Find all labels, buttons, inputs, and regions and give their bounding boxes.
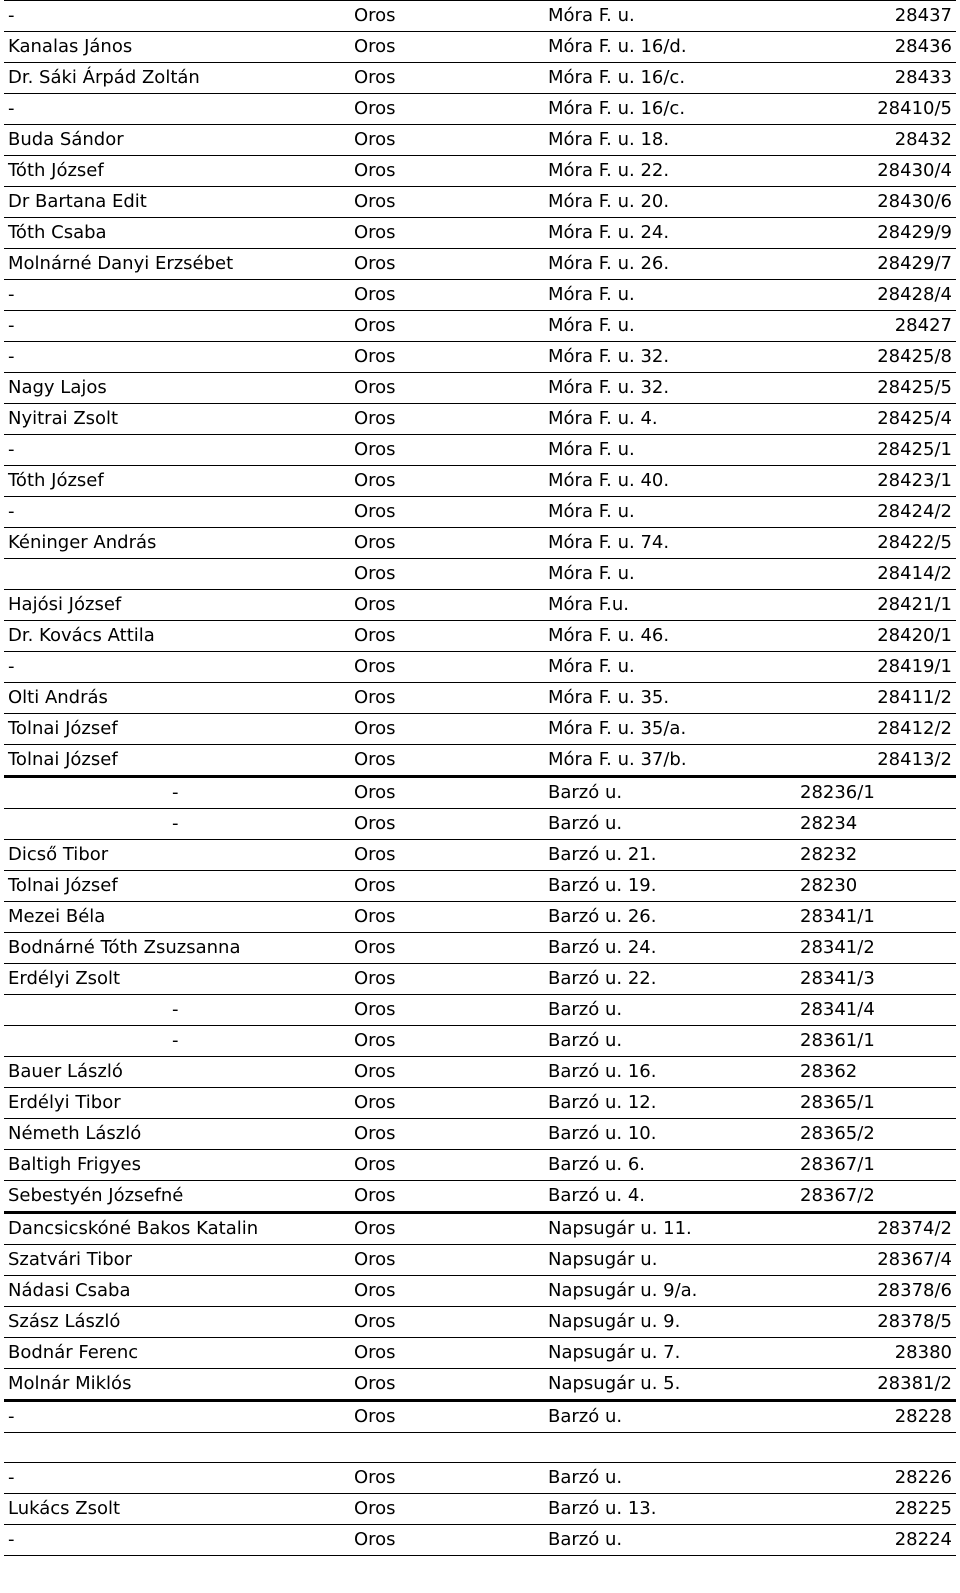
table-row [4,1338,956,1369]
cell-name[interactable]: Baltigh Frigyes [4,1150,350,1181]
cell-name[interactable]: Bauer László [4,1057,350,1088]
cell-street[interactable]: Barzó u. 19. [544,871,796,902]
cell-plot[interactable]: 28410/5 [796,94,956,125]
cell-plot[interactable]: 28419/1 [796,652,956,683]
cell-name[interactable] [4,1433,350,1463]
cell-plot[interactable]: 28365/1 [796,1088,956,1119]
cell-street[interactable]: Barzó u. 22. [544,964,796,995]
cell-name[interactable]: - [4,995,350,1026]
cell-street[interactable]: Móra F. u. 16/c. [544,94,796,125]
cell-plot[interactable]: 28341/1 [796,902,956,933]
table-row [4,404,956,435]
cell-street[interactable]: Barzó u. [544,1463,796,1494]
cell-plot[interactable]: 28437 [796,1,956,32]
cell-plot[interactable]: 28425/5 [796,373,956,404]
cell-city[interactable]: Oros [350,1525,544,1556]
cell-street[interactable]: Móra F. u. 18. [544,125,796,156]
table-row [4,840,956,871]
cell-city[interactable]: Oros [350,840,544,871]
cell-plot[interactable]: 28341/3 [796,964,956,995]
cell-plot[interactable]: 28224 [796,1525,956,1556]
cell-name[interactable]: Molnár Miklós [4,1369,350,1401]
cell-name[interactable]: Kéninger András [4,528,350,559]
cell-city[interactable]: Oros [350,871,544,902]
cell-street[interactable]: Barzó u. [544,1026,796,1057]
cell-name[interactable]: Mezei Béla [4,902,350,933]
cell-name[interactable]: Dicső Tibor [4,840,350,871]
table-row [4,435,956,466]
cell-street[interactable]: Móra F. u. [544,1,796,32]
cell-plot[interactable]: 28413/2 [796,745,956,777]
cell-plot[interactable]: 28427 [796,311,956,342]
table-row [4,1276,956,1307]
cell-name[interactable]: Németh László [4,1119,350,1150]
cell-name[interactable]: Nyitrai Zsolt [4,404,350,435]
table-row [4,311,956,342]
cell-street[interactable]: Móra F. u. [544,435,796,466]
cell-city[interactable]: Oros [350,94,544,125]
cell-plot[interactable]: 28341/4 [796,995,956,1026]
table-row [4,1245,956,1276]
spreadsheet [4,0,956,1556]
cell-name[interactable]: - [4,342,350,373]
table-body [4,1,956,1556]
table-row [4,125,956,156]
table-row [4,32,956,63]
cell-street[interactable]: Barzó u. 13. [544,1494,796,1525]
cell-city[interactable]: Oros [350,745,544,777]
cell-name[interactable]: Tolnai József [4,871,350,902]
cell-city[interactable]: Oros [350,714,544,745]
table-row [4,683,956,714]
cell-city[interactable]: Oros [350,528,544,559]
cell-name[interactable]: Kanalas János [4,32,350,63]
cell-plot[interactable]: 28430/6 [796,187,956,218]
table-row [4,63,956,94]
cell-name[interactable]: Sebestyén Józsefné [4,1181,350,1213]
cell-name[interactable]: Dr. Kovács Attila [4,621,350,652]
cell-city[interactable]: Oros [350,435,544,466]
cell-street[interactable]: Barzó u. [544,1525,796,1556]
cell-city[interactable]: Oros [350,32,544,63]
cell-street[interactable]: Móra F. u. 24. [544,218,796,249]
cell-street[interactable]: Barzó u. 24. [544,933,796,964]
cell-city[interactable]: Oros [350,590,544,621]
table-row [4,466,956,497]
cell-street[interactable]: Móra F. u. 35/a. [544,714,796,745]
cell-city[interactable]: Oros [350,995,544,1026]
cell-plot[interactable]: 28424/2 [796,497,956,528]
table-row [4,1026,956,1057]
cell-name[interactable]: - [4,497,350,528]
table-row [4,1057,956,1088]
table-row [4,1150,956,1181]
table-row [4,1088,956,1119]
cell-name[interactable]: - [4,280,350,311]
table-row [4,249,956,280]
cell-city[interactable]: Oros [350,652,544,683]
cell-street[interactable]: Móra F. u. [544,497,796,528]
cell-street[interactable]: Barzó u. 10. [544,1119,796,1150]
cell-city[interactable]: Oros [350,933,544,964]
cell-street[interactable]: Móra F. u. 35. [544,683,796,714]
cell-plot[interactable]: 28367/1 [796,1150,956,1181]
cell-street[interactable]: Móra F. u. 40. [544,466,796,497]
cell-city[interactable]: Oros [350,1213,544,1245]
table-row [4,1525,956,1556]
cell-name[interactable] [4,559,350,590]
table-row [4,809,956,840]
cell-plot[interactable]: 28226 [796,1463,956,1494]
cell-plot[interactable]: 28420/1 [796,621,956,652]
cell-plot[interactable]: 28421/1 [796,590,956,621]
table-row [4,933,956,964]
cell-city[interactable]: Oros [350,1463,544,1494]
table-row [4,1494,956,1525]
cell-name[interactable]: - [4,1026,350,1057]
cell-street[interactable]: Napsugár u. 5. [544,1369,796,1401]
cell-street[interactable]: Barzó u. 26. [544,902,796,933]
cell-city[interactable]: Oros [350,1369,544,1401]
cell-city[interactable]: Oros [350,902,544,933]
cell-city[interactable]: Oros [350,156,544,187]
table-row [4,187,956,218]
cell-plot[interactable]: 28378/5 [796,1307,956,1338]
cell-name[interactable]: Bodnár Ferenc [4,1338,350,1369]
cell-city[interactable]: Oros [350,1088,544,1119]
cell-name[interactable]: - [4,1,350,32]
cell-street[interactable]: Móra F. u. 46. [544,621,796,652]
table-row [4,1401,956,1433]
cell-plot[interactable] [796,1433,956,1463]
table-row [4,1463,956,1494]
cell-city[interactable]: Oros [350,1401,544,1433]
cell-plot[interactable]: 28428/4 [796,280,956,311]
cell-city[interactable]: Oros [350,218,544,249]
cell-name[interactable]: Erdélyi Zsolt [4,964,350,995]
cell-city[interactable]: Oros [350,559,544,590]
table-row [4,528,956,559]
cell-street[interactable]: Barzó u. [544,1401,796,1433]
cell-name[interactable]: Szász László [4,1307,350,1338]
table-row [4,621,956,652]
table-row [4,745,956,777]
cell-street[interactable]: Móra F. u. 16/c. [544,63,796,94]
cell-plot[interactable]: 28425/8 [796,342,956,373]
table-row [4,777,956,809]
table-row [4,559,956,590]
cell-street[interactable]: Barzó u. [544,809,796,840]
cell-plot[interactable]: 28374/2 [796,1213,956,1245]
cell-plot[interactable]: 28381/2 [796,1369,956,1401]
cell-street[interactable]: Móra F. u. 22. [544,156,796,187]
cell-city[interactable]: Oros [350,404,544,435]
owner-table [4,0,956,1556]
cell-street[interactable]: Móra F. u. 16/d. [544,32,796,63]
cell-plot[interactable]: 28362 [796,1057,956,1088]
cell-city[interactable]: Oros [350,249,544,280]
cell-name[interactable]: Nádasi Csaba [4,1276,350,1307]
cell-city[interactable]: Oros [350,621,544,652]
cell-plot[interactable]: 28425/1 [796,435,956,466]
table-row [4,342,956,373]
cell-plot[interactable]: 28430/4 [796,156,956,187]
cell-city[interactable]: Oros [350,342,544,373]
table-row [4,1213,956,1245]
cell-name[interactable]: - [4,809,350,840]
cell-street[interactable]: Napsugár u. 7. [544,1338,796,1369]
cell-city[interactable]: Oros [350,125,544,156]
cell-city[interactable]: Oros [350,280,544,311]
cell-street[interactable]: Barzó u. [544,995,796,1026]
cell-name[interactable]: - [4,94,350,125]
cell-name[interactable]: Tolnai József [4,745,350,777]
table-row [4,1119,956,1150]
cell-name[interactable]: - [4,1525,350,1556]
cell-name[interactable]: Hajósi József [4,590,350,621]
cell-city[interactable]: Oros [350,497,544,528]
cell-name[interactable]: - [4,1463,350,1494]
cell-name[interactable]: Tóth József [4,156,350,187]
cell-city[interactable] [350,1433,544,1463]
cell-plot[interactable]: 28432 [796,125,956,156]
cell-street[interactable]: Barzó u. 4. [544,1181,796,1213]
cell-street[interactable] [544,1433,796,1463]
table-row [4,1433,956,1463]
cell-name[interactable]: Dr Bartana Edit [4,187,350,218]
cell-city[interactable]: Oros [350,1276,544,1307]
cell-name[interactable]: Dancsicskóné Bakos Katalin [4,1213,350,1245]
cell-name[interactable]: Dr. Sáki Árpád Zoltán [4,63,350,94]
cell-name[interactable]: Olti András [4,683,350,714]
cell-street[interactable]: Móra F. u. 20. [544,187,796,218]
cell-street[interactable]: Móra F. u. 74. [544,528,796,559]
cell-name[interactable]: - [4,435,350,466]
cell-name[interactable]: Erdélyi Tibor [4,1088,350,1119]
cell-name[interactable]: - [4,1401,350,1433]
cell-name[interactable]: - [4,311,350,342]
cell-city[interactable]: Oros [350,1245,544,1276]
cell-street[interactable]: Móra F. u. [544,280,796,311]
cell-city[interactable]: Oros [350,1,544,32]
cell-street[interactable]: Barzó u. 12. [544,1088,796,1119]
cell-street[interactable]: Barzó u. 21. [544,840,796,871]
cell-plot[interactable]: 28433 [796,63,956,94]
cell-plot[interactable]: 28341/2 [796,933,956,964]
cell-city[interactable]: Oros [350,964,544,995]
cell-name[interactable]: - [4,777,350,809]
cell-name[interactable]: Bodnárné Tóth Zsuzsanna [4,933,350,964]
table-row [4,714,956,745]
table-row [4,373,956,404]
cell-plot[interactable]: 28365/2 [796,1119,956,1150]
cell-plot[interactable]: 28414/2 [796,559,956,590]
cell-plot[interactable]: 28412/2 [796,714,956,745]
cell-plot[interactable]: 28367/2 [796,1181,956,1213]
cell-street[interactable]: Barzó u. 6. [544,1150,796,1181]
cell-city[interactable]: Oros [350,1150,544,1181]
cell-street[interactable]: Napsugár u. 9/a. [544,1276,796,1307]
cell-plot[interactable]: 28228 [796,1401,956,1433]
cell-name[interactable]: Buda Sándor [4,125,350,156]
cell-city[interactable]: Oros [350,373,544,404]
table-row [4,280,956,311]
cell-plot[interactable]: 28380 [796,1338,956,1369]
cell-street[interactable]: Barzó u. [544,777,796,809]
table-row [4,497,956,528]
table-row [4,1307,956,1338]
cell-plot[interactable]: 28429/7 [796,249,956,280]
table-row [4,156,956,187]
cell-plot[interactable]: 28361/1 [796,1026,956,1057]
cell-city[interactable]: Oros [350,1181,544,1213]
cell-city[interactable]: Oros [350,1119,544,1150]
cell-plot[interactable]: 28234 [796,809,956,840]
cell-city[interactable]: Oros [350,466,544,497]
cell-plot[interactable]: 28236/1 [796,777,956,809]
table-row [4,871,956,902]
cell-city[interactable]: Oros [350,63,544,94]
cell-street[interactable]: Móra F. u. [544,559,796,590]
cell-city[interactable]: Oros [350,311,544,342]
cell-city[interactable]: Oros [350,1338,544,1369]
table-row [4,590,956,621]
cell-plot[interactable]: 28411/2 [796,683,956,714]
cell-name[interactable]: Szatvári Tibor [4,1245,350,1276]
cell-name[interactable]: Molnárné Danyi Erzsébet [4,249,350,280]
cell-street[interactable]: Napsugár u. 9. [544,1307,796,1338]
cell-city[interactable]: Oros [350,1307,544,1338]
cell-plot[interactable]: 28232 [796,840,956,871]
cell-plot[interactable]: 28367/4 [796,1245,956,1276]
cell-street[interactable]: Móra F. u. [544,652,796,683]
table-row [4,218,956,249]
cell-street[interactable]: Móra F. u. 26. [544,249,796,280]
cell-name[interactable]: Tóth Csaba [4,218,350,249]
cell-city[interactable]: Oros [350,1057,544,1088]
table-row [4,94,956,125]
cell-city[interactable]: Oros [350,1494,544,1525]
cell-city[interactable]: Oros [350,187,544,218]
cell-city[interactable]: Oros [350,683,544,714]
cell-city[interactable]: Oros [350,777,544,809]
table-row [4,1181,956,1213]
cell-name[interactable]: Lukács Zsolt [4,1494,350,1525]
cell-street[interactable]: Móra F.u. [544,590,796,621]
cell-plot[interactable]: 28423/1 [796,466,956,497]
cell-street[interactable]: Móra F. u. [544,311,796,342]
cell-street[interactable]: Móra F. u. 4. [544,404,796,435]
cell-street[interactable]: Móra F. u. 32. [544,373,796,404]
cell-name[interactable]: Nagy Lajos [4,373,350,404]
table-row [4,1,956,32]
cell-name[interactable]: Tolnai József [4,714,350,745]
cell-name[interactable]: - [4,652,350,683]
table-row [4,964,956,995]
cell-plot[interactable]: 28436 [796,32,956,63]
cell-plot[interactable]: 28230 [796,871,956,902]
cell-street[interactable]: Napsugár u. 11. [544,1213,796,1245]
cell-plot[interactable]: 28429/9 [796,218,956,249]
cell-plot[interactable]: 28225 [796,1494,956,1525]
cell-city[interactable]: Oros [350,1026,544,1057]
table-row [4,995,956,1026]
cell-street[interactable]: Barzó u. 16. [544,1057,796,1088]
cell-street[interactable]: Napsugár u. [544,1245,796,1276]
table-row [4,652,956,683]
cell-plot[interactable]: 28378/6 [796,1276,956,1307]
cell-plot[interactable]: 28422/5 [796,528,956,559]
cell-plot[interactable]: 28425/4 [796,404,956,435]
table-row [4,902,956,933]
cell-street[interactable]: Móra F. u. 37/b. [544,745,796,777]
cell-name[interactable]: Tóth József [4,466,350,497]
cell-street[interactable]: Móra F. u. 32. [544,342,796,373]
cell-city[interactable]: Oros [350,809,544,840]
table-row [4,1369,956,1401]
